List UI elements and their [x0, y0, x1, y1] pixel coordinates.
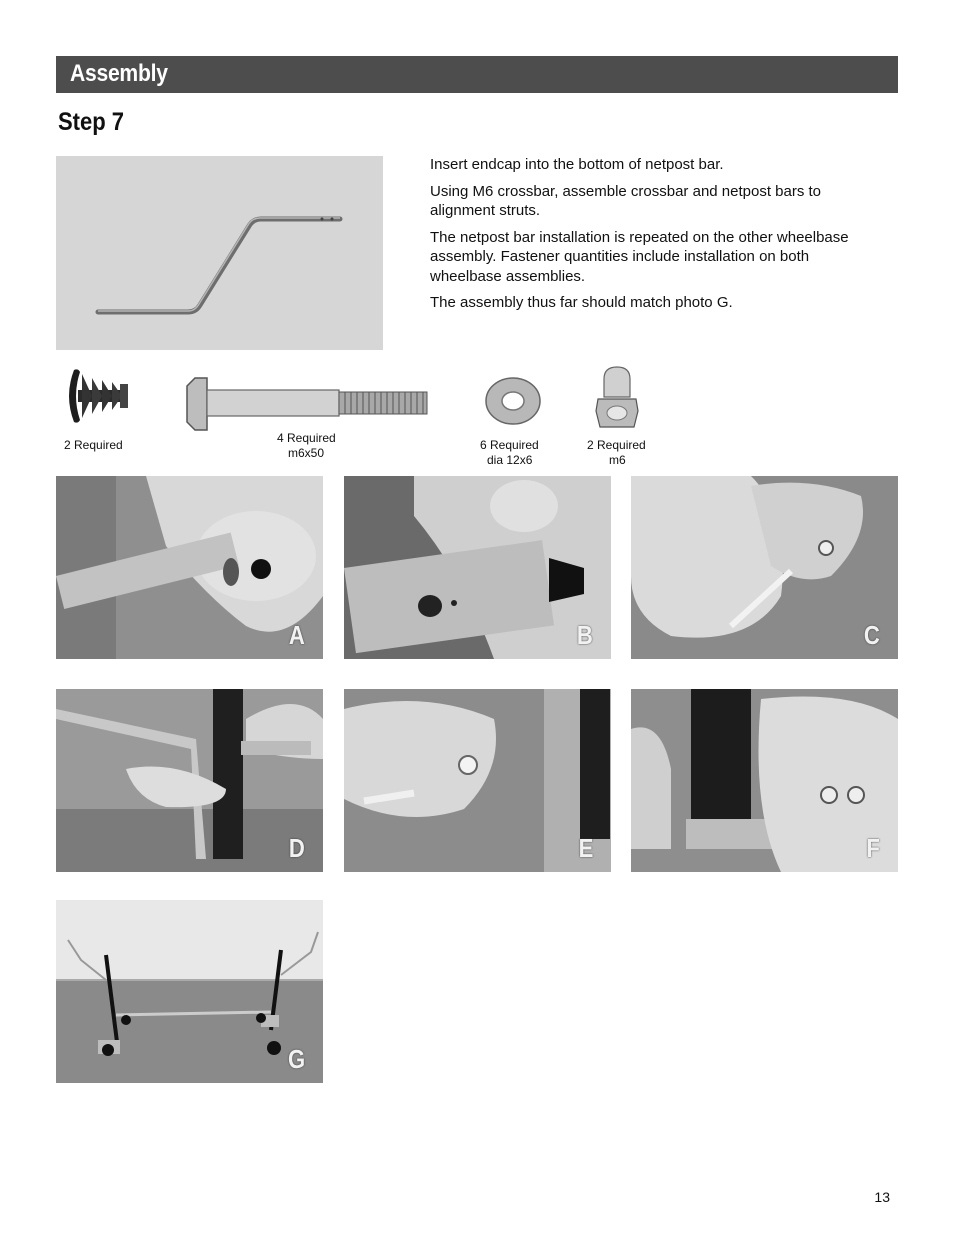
washer-quantity: 6 Required: [480, 438, 539, 452]
page-number: 13: [874, 1189, 890, 1205]
endcap-part-image: [62, 366, 132, 426]
instruction-3: The netpost bar installation is repeated on the other wheelbase assembly. Fastener quantities include installation on both wheelbase assemblies.: [430, 228, 849, 285]
instruction-2: Using M6 crossbar, assemble crossbar and netpost bars to alignment struts.: [430, 182, 822, 219]
cap-nut-quantity: 2 Required: [587, 438, 646, 452]
section-title: Assembly: [70, 60, 168, 87]
photo-letter-b: B: [577, 620, 593, 650]
instruction-4: The assembly thus far should match photo G.: [430, 294, 733, 311]
instruction-1: Insert endcap into the bottom of netpost bar.: [430, 156, 724, 173]
photo-g: [56, 900, 323, 1083]
netpost-bar-photo: [56, 156, 383, 350]
step-title: Step 7: [58, 108, 125, 136]
photo-c: [631, 476, 898, 659]
photo-letter-c: C: [864, 620, 880, 650]
photo-letter-g: G: [287, 1044, 305, 1074]
photo-d: [56, 689, 323, 872]
photo-letter-e: E: [578, 833, 593, 863]
photo-f: [631, 689, 898, 872]
washer-size: dia 12x6: [487, 453, 533, 467]
bolt-quantity: 4 Required: [277, 431, 336, 445]
bolt-size: m6x50: [288, 446, 325, 460]
washer-part-image: [484, 376, 542, 426]
endcap-quantity: 2 Required: [64, 438, 123, 452]
photo-letter-f: F: [866, 833, 880, 863]
photo-letter-d: D: [289, 833, 305, 863]
cap-nut-part-image: [594, 365, 640, 431]
instructions-text: [430, 155, 870, 320]
cap-nut-size: m6: [609, 453, 626, 467]
photo-letter-a: A: [289, 620, 305, 650]
photo-e: [344, 689, 611, 872]
photo-b: [344, 476, 611, 659]
bolt-part-image: [185, 376, 430, 432]
photo-a: [56, 476, 323, 659]
section-header-bar: [56, 56, 898, 93]
